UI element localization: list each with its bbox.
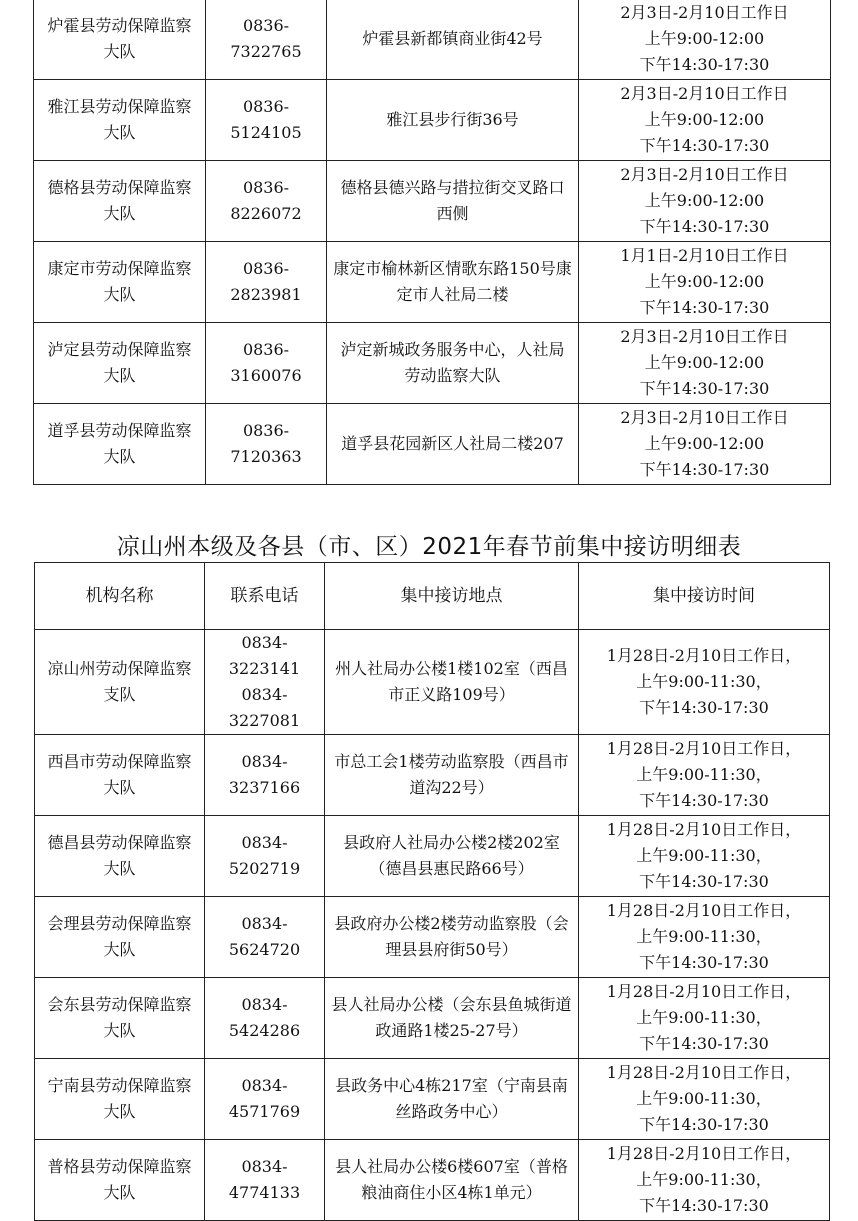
time-line: 上午9:00-12:00 xyxy=(644,29,765,48)
phone-number: 0836-7120363 xyxy=(230,421,302,466)
phone-cell xyxy=(205,735,325,816)
time-line: 2月3日-2月10日工作日 xyxy=(620,408,789,427)
phone-number: 0834-3227081 xyxy=(228,685,301,730)
time-line: 上午9:00-11:30， xyxy=(636,765,772,784)
org-name-cell: 道孚县劳动保障监察大队 xyxy=(34,404,206,485)
time-line: 下午14:30-17:30 xyxy=(639,55,770,74)
time-line: 1月28日-2月10日工作日， xyxy=(606,1063,802,1082)
time-line: 上午9:00-12:00 xyxy=(644,353,765,372)
time-cell xyxy=(579,161,831,242)
time-cell xyxy=(579,1059,830,1140)
address-cell: 泸定新城政务服务中心，人社局劳动监察大队 xyxy=(327,323,579,404)
phone-cell xyxy=(205,897,325,978)
time-line: 2月3日-2月10日工作日 xyxy=(620,3,789,22)
time-cell xyxy=(579,0,831,80)
phone-cell xyxy=(206,0,327,80)
address-cell: 康定市榆林新区情歌东路150号康定市人社局二楼 xyxy=(327,242,579,323)
ganzi-table xyxy=(33,0,831,485)
time-line: 下午14:30-17:30 xyxy=(639,698,769,717)
org-name-cell: 雅江县劳动保障监察大队 xyxy=(34,80,206,161)
address-cell: 县人社局办公楼（会东县鱼城街道政通路1楼25-27号） xyxy=(325,978,579,1059)
table-row xyxy=(34,80,831,161)
time-line: 下午14:30-17:30 xyxy=(639,791,769,810)
phone-number: 0834-3237166 xyxy=(228,752,301,797)
time-line: 1月28日-2月10日工作日， xyxy=(606,646,802,665)
time-line: 下午14:30-17:30 xyxy=(639,460,770,479)
phone-cell xyxy=(205,1059,325,1140)
address-cell: 德格县德兴路与措拉街交叉路口西侧 xyxy=(327,161,579,242)
time-line: 下午14:30-17:30 xyxy=(639,136,770,155)
header-address: 集中接访地点 xyxy=(325,563,579,630)
phone-cell xyxy=(206,80,327,161)
phone-number: 0836-5124105 xyxy=(230,97,302,142)
time-cell xyxy=(579,323,831,404)
time-line: 1月28日-2月10日工作日， xyxy=(606,739,802,758)
time-line: 上午9:00-11:30， xyxy=(636,1008,772,1027)
time-line: 下午14:30-17:30 xyxy=(639,953,769,972)
address-cell: 县政府人社局办公楼2楼202室（德昌县惠民路66号） xyxy=(325,816,579,897)
time-line: 下午14:30-17:30 xyxy=(639,1196,769,1215)
phone-cell xyxy=(206,242,327,323)
time-line: 上午9:00-12:00 xyxy=(644,272,765,291)
phone-cell xyxy=(205,1140,325,1221)
phone-number: 0836-2823981 xyxy=(230,259,302,304)
table-row xyxy=(34,242,831,323)
address-cell: 州人社局办公楼1楼102室（西昌市正义路109号） xyxy=(325,630,579,735)
time-line: 上午9:00-11:30， xyxy=(636,1170,772,1189)
time-cell xyxy=(579,1140,830,1221)
time-cell xyxy=(579,242,831,323)
time-line: 下午14:30-17:30 xyxy=(639,1034,769,1053)
address-cell: 县政府办公楼2楼劳动监察股（会理县县府街50号） xyxy=(325,897,579,978)
phone-number: 0834-4774133 xyxy=(228,1157,301,1202)
address-cell: 炉霍县新都镇商业街42号 xyxy=(327,0,579,80)
liangshan-table-body xyxy=(35,630,830,1221)
phone-cell xyxy=(206,404,327,485)
phone-cell xyxy=(205,978,325,1059)
time-line: 上午9:00-11:30， xyxy=(636,1089,772,1108)
org-name-cell: 会东县劳动保障监察大队 xyxy=(35,978,205,1059)
phone-number: 0836-7322765 xyxy=(230,16,302,61)
org-name-cell: 德格县劳动保障监察大队 xyxy=(34,161,206,242)
org-name-cell: 炉霍县劳动保障监察大队 xyxy=(34,0,206,80)
phone-cell xyxy=(206,323,327,404)
org-name-cell: 普格县劳动保障监察大队 xyxy=(35,1140,205,1221)
table-row xyxy=(35,630,830,735)
time-line: 下午14:30-17:30 xyxy=(639,379,770,398)
time-line: 1月28日-2月10日工作日， xyxy=(606,901,802,920)
org-name-cell: 凉山州劳动保障监察支队 xyxy=(35,630,205,735)
section-title: 凉山州本级及各县（市、区）2021年春节前集中接访明细表 xyxy=(116,534,742,560)
org-name-cell: 西昌市劳动保障监察大队 xyxy=(35,735,205,816)
time-line: 上午9:00-12:00 xyxy=(644,191,765,210)
table-row xyxy=(35,735,830,816)
time-line: 1月28日-2月10日工作日， xyxy=(606,820,802,839)
org-name-cell: 宁南县劳动保障监察大队 xyxy=(35,1059,205,1140)
time-line: 上午9:00-12:00 xyxy=(644,434,765,453)
header-org: 机构名称 xyxy=(35,563,205,630)
org-name-cell: 德昌县劳动保障监察大队 xyxy=(35,816,205,897)
table-header-row xyxy=(35,563,830,630)
time-cell xyxy=(579,816,830,897)
time-line: 1月28日-2月10日工作日， xyxy=(606,982,802,1001)
ganzi-table-body xyxy=(34,0,831,485)
table-row xyxy=(35,816,830,897)
time-line: 下午14:30-17:30 xyxy=(639,217,770,236)
address-cell: 道孚县花园新区人社局二楼207 xyxy=(327,404,579,485)
address-cell: 县政务中心4栋217室（宁南县南丝路政务中心） xyxy=(325,1059,579,1140)
org-name-cell: 泸定县劳动保障监察大队 xyxy=(34,323,206,404)
org-name-cell: 会理县劳动保障监察大队 xyxy=(35,897,205,978)
time-line: 下午14:30-17:30 xyxy=(639,1115,769,1134)
table-row xyxy=(35,1059,830,1140)
phone-number: 0836-8226072 xyxy=(230,178,302,223)
time-line: 上午9:00-11:30， xyxy=(636,672,772,691)
table-row xyxy=(34,323,831,404)
address-cell: 市总工会1楼劳动监察股（西昌市道沟22号） xyxy=(325,735,579,816)
phone-cell xyxy=(205,816,325,897)
phone-number: 0836-3160076 xyxy=(230,340,302,385)
time-line: 2月3日-2月10日工作日 xyxy=(620,327,789,346)
time-line: 下午14:30-17:30 xyxy=(639,298,770,317)
table-row xyxy=(34,404,831,485)
table-row xyxy=(35,1140,830,1221)
time-line: 1月1日-2月10日工作日 xyxy=(620,246,789,265)
time-cell xyxy=(579,630,830,735)
time-cell xyxy=(579,404,831,485)
phone-number: 0834-4571769 xyxy=(228,1076,301,1121)
liangshan-table xyxy=(34,562,830,1221)
phone-number: 0834-5624720 xyxy=(228,914,301,959)
time-cell xyxy=(579,978,830,1059)
time-line: 2月3日-2月10日工作日 xyxy=(620,84,789,103)
table-row xyxy=(35,897,830,978)
org-name-cell: 康定市劳动保障监察大队 xyxy=(34,242,206,323)
time-line: 2月3日-2月10日工作日 xyxy=(620,165,789,184)
phone-number: 0834-5202719 xyxy=(228,833,301,878)
phone-cell xyxy=(206,161,327,242)
header-phone: 联系电话 xyxy=(205,563,325,630)
table-row xyxy=(35,978,830,1059)
time-line: 下午14:30-17:30 xyxy=(639,872,769,891)
time-cell xyxy=(579,897,830,978)
address-cell: 雅江县步行街36号 xyxy=(327,80,579,161)
time-line: 上午9:00-11:30， xyxy=(636,846,772,865)
time-line: 1月28日-2月10日工作日， xyxy=(606,1144,802,1163)
table-row xyxy=(34,0,831,80)
time-line: 上午9:00-12:00 xyxy=(644,110,765,129)
header-time: 集中接访时间 xyxy=(579,563,830,630)
time-cell xyxy=(579,80,831,161)
time-cell xyxy=(579,735,830,816)
table-row xyxy=(34,161,831,242)
phone-number: 0834-3223141 xyxy=(228,633,301,678)
address-cell: 县人社局办公楼6楼607室（普格粮油商住小区4栋1单元） xyxy=(325,1140,579,1221)
time-line: 上午9:00-11:30， xyxy=(636,927,772,946)
phone-number: 0834-5424286 xyxy=(228,995,301,1040)
phone-cell xyxy=(205,630,325,735)
